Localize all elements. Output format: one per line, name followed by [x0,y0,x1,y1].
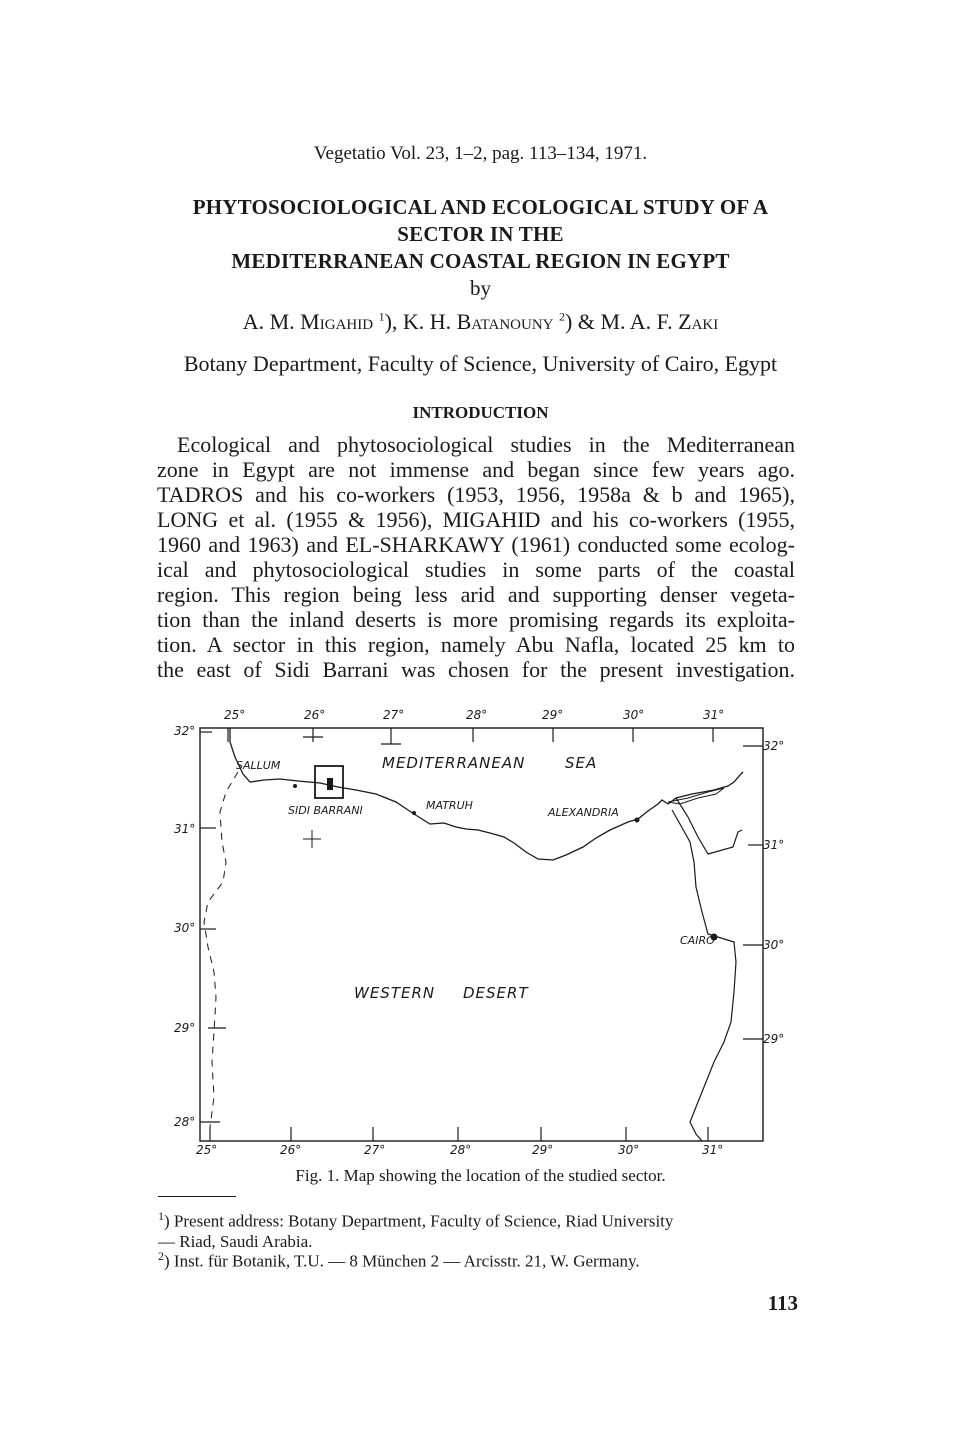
delta-lagoon [668,788,724,804]
place-label-matruh: MATRUH [426,799,473,812]
libya-border [204,772,238,1127]
desert-label-western: WESTERN [354,984,436,1002]
author-list: A. M. Migahid $^1$), K. H. Batanouny $^2$) & M. A. F. Zaki [242,309,719,334]
coastline [230,728,743,860]
author-3: M. A. F. Zaki [600,309,719,334]
tick-label: 30° [763,938,785,952]
tick-label: 31° [702,1143,724,1157]
right-tick-labels [763,739,784,1046]
tick-label: 26° [304,708,326,722]
tick-label: 27° [364,1143,386,1157]
tick-label: 27° [383,708,405,722]
introduction-paragraph [157,432,795,682]
nile-river [672,810,736,1141]
author-2: K. H. Batanouny [402,309,554,334]
intro-line: LONG et al. (1955 & 1956), MIGAHID and his co-workers (1955, [157,507,795,532]
intro-line: 1960 and 1963) and EL-SHARKAWY (1961) conducted some ecolog- [157,532,795,557]
byline-word: by [470,276,491,300]
title-line-3: MEDITERRANEAN COASTAL REGION IN EGYPT [231,249,730,273]
sea-label-mediterranean: MEDITERRANEAN [382,754,526,772]
tick-label: 29° [542,708,564,722]
footnote-divider [158,1196,236,1197]
tick-label: 30° [174,921,196,935]
intro-line: the east of Sidi Barrani was chosen for the present investigation. [157,657,795,682]
place-labels [236,754,715,1002]
place-label-sidi-barrani: SIDI BARRANI [288,804,363,817]
sidi-barrani-marker [293,784,297,788]
intro-line: tion than the inland deserts is more promising regards its exploita- [157,607,795,632]
tick-label: 30° [618,1143,640,1157]
place-label-alexandria: ALEXANDRIA [548,806,619,819]
tick-label: 32° [174,724,196,738]
footnote-1-line-2: — Riad, Saudi Arabia. [158,1231,313,1251]
tick-label: 31° [763,838,785,852]
tick-label: 32° [763,739,785,753]
tick-label: 25° [196,1143,218,1157]
tick-label: 29° [763,1032,785,1046]
footnote-2-text: ) Inst. für Botanik, T.U. — 8 München 2 — Arcisstr. 21, W. Germany. [164,1251,640,1271]
footnote-1-mark: 1 [158,1209,164,1223]
intro-line: TADROS and his co-workers (1953, 1956, 1958a & b and 1965), [157,482,795,507]
tick-label: 28° [466,708,488,722]
footnote-2-mark: 2 [158,1249,164,1263]
sea-label-sea: SEA [565,754,598,772]
intro-line: tion. A sector in this region, namely Abu Nafla, located 25 km to [157,632,795,657]
tick-label: 25° [224,708,246,722]
top-tick-labels [224,708,724,722]
affiliation: Botany Department, Faculty of Science, University of Cairo, Egypt [183,351,778,376]
intro-line: zone in Egypt are not immense and began since few years ago. [157,457,795,482]
nile-east-branch [676,798,742,854]
author-1: A. M. Migahid [242,309,374,334]
alexandria-marker [635,818,640,823]
graticule-crosses [303,830,321,848]
footnote-1-line-1 [158,1206,798,1232]
desert-label-desert: DESERT [463,984,529,1002]
figure-caption: Fig. 1. Map showing the location of the studied sector. [295,1166,666,1185]
right-tick-marks [743,746,763,1039]
place-label-cairo: CAIRO [680,934,715,947]
bottom-tick-labels [196,1143,723,1157]
place-label-sallum: SALLUM [236,759,281,772]
author-2-footnote-mark: 2 [558,309,565,324]
footnote-1-text: ) Present address: Botany Department, Faculty of Science, Riad University [164,1211,674,1231]
section-heading-introduction: INTRODUCTION [412,403,549,422]
top-tick-marks [200,728,713,744]
matruh-marker [412,811,416,815]
bottom-tick-marks [210,1127,708,1141]
title-line-1: PHYTOSOCIOLOGICAL AND ECOLOGICAL STUDY OF A [192,195,769,219]
intro-line: region. This region being less arid and supporting denser vegeta- [157,582,795,607]
map-frame [200,728,763,1141]
tick-label: 28° [174,1115,196,1129]
left-tick-labels [174,724,195,1129]
tick-label: 26° [280,1143,302,1157]
page-number: 113 [767,1291,798,1315]
article-title [120,194,841,275]
tick-label: 29° [174,1021,196,1035]
tick-label: 28° [450,1143,472,1157]
intro-line: Ecological and phytosociological studies in the Mediterranean [177,432,795,457]
title-line-2: SECTOR IN THE [397,222,564,246]
author-1-footnote-mark: 1 [378,309,385,324]
tick-label: 31° [703,708,725,722]
tick-label: 31° [174,822,196,836]
tick-label: 29° [532,1143,554,1157]
footnote-2 [158,1246,798,1272]
intro-line: ical and phytosociological studies in some parts of the coastal [157,557,795,582]
tick-label: 30° [623,708,645,722]
studied-sector-marker [327,778,333,790]
footnote-1 [158,1206,798,1252]
journal-citation: Vegetatio Vol. 23, 1–2, pag. 113–134, 1971. [313,143,648,164]
location-map [168,702,788,1162]
